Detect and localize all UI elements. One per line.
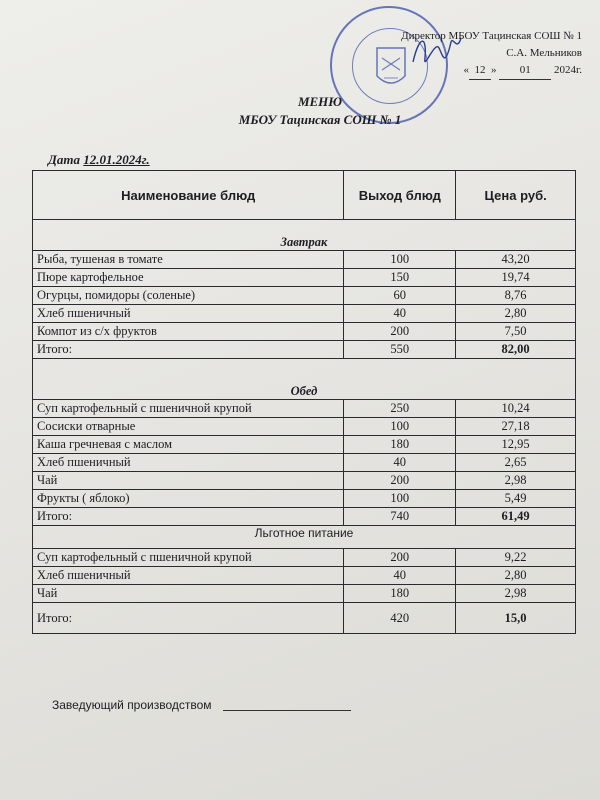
dish-name: Чай xyxy=(33,585,344,603)
dish-yield: 740 xyxy=(344,508,456,526)
dish-price: 2,98 xyxy=(456,585,576,603)
section-lunch xyxy=(33,359,576,400)
school-name: МБОУ Тацинская СОШ № 1 xyxy=(238,112,402,127)
approval-month: 01 xyxy=(499,62,551,80)
benefit-rows xyxy=(33,549,576,634)
approval-block xyxy=(342,28,582,80)
table-row xyxy=(33,251,576,269)
dish-price: 9,22 xyxy=(456,549,576,567)
dish-name: Итого: xyxy=(33,603,344,634)
dish-yield: 180 xyxy=(344,436,456,454)
dish-name: Суп картофельный с пшеничной крупой xyxy=(33,549,344,567)
table-row xyxy=(33,436,576,454)
approval-name: С.А. Мельников xyxy=(506,47,582,59)
approval-day: 12 xyxy=(469,62,491,80)
table-row xyxy=(33,400,576,418)
dish-price: 82,00 xyxy=(456,341,576,359)
table-row xyxy=(33,454,576,472)
dish-name: Хлеб пшеничный xyxy=(33,305,344,323)
dish-name: Рыба, тушеная в томате xyxy=(33,251,344,269)
approval-date: « 12 » 01 2024г. xyxy=(342,62,582,80)
dish-yield: 180 xyxy=(344,585,456,603)
dish-name: Компот из с/х фруктов xyxy=(33,323,344,341)
dish-yield: 200 xyxy=(344,549,456,567)
dish-name: Пюре картофельное xyxy=(33,269,344,287)
dish-name: Итого: xyxy=(33,341,344,359)
dish-name: Хлеб пшеничный xyxy=(33,567,344,585)
dish-name: Чай xyxy=(33,472,344,490)
dish-price: 8,76 xyxy=(456,287,576,305)
production-manager-signature xyxy=(52,698,351,712)
date-label: Дата xyxy=(48,152,80,167)
dish-price: 2,65 xyxy=(456,454,576,472)
date-value: 12.01.2024г. xyxy=(83,152,150,167)
dish-price: 43,20 xyxy=(456,251,576,269)
dish-price: 27,18 xyxy=(456,418,576,436)
header-dish-name: Наименование блюд xyxy=(33,171,344,220)
header-yield: Выход блюд xyxy=(344,171,456,220)
table-row xyxy=(33,490,576,508)
dish-name: Фрукты ( яблоко) xyxy=(33,490,344,508)
table-row xyxy=(33,305,576,323)
section-breakfast xyxy=(33,220,576,251)
total-row xyxy=(33,508,576,526)
table-row xyxy=(33,567,576,585)
dish-yield: 40 xyxy=(344,305,456,323)
dish-price: 61,49 xyxy=(456,508,576,526)
dish-name: Каша гречневая с маслом xyxy=(33,436,344,454)
dish-price: 10,24 xyxy=(456,400,576,418)
dish-yield: 60 xyxy=(344,287,456,305)
dish-price: 15,0 xyxy=(456,603,576,634)
dish-price: 7,50 xyxy=(456,323,576,341)
table-row xyxy=(33,585,576,603)
page-title: МЕНЮ xyxy=(297,94,343,109)
table-header-row xyxy=(33,171,576,220)
dish-price: 2,80 xyxy=(456,567,576,585)
dish-name: Хлеб пшеничный xyxy=(33,454,344,472)
dish-name: Огурцы, помидоры (соленые) xyxy=(33,287,344,305)
dish-price: 19,74 xyxy=(456,269,576,287)
breakfast-rows xyxy=(33,251,576,359)
menu-date xyxy=(48,152,150,168)
approval-position: Директор МБОУ Тацинская СОШ № 1 xyxy=(401,30,582,42)
dish-name: Суп картофельный с пшеничной крупой xyxy=(33,400,344,418)
table-row xyxy=(33,269,576,287)
signature-line xyxy=(223,710,351,711)
dish-yield: 150 xyxy=(344,269,456,287)
dish-price: 12,95 xyxy=(456,436,576,454)
total-row xyxy=(33,341,576,359)
section-title: Завтрак xyxy=(33,220,576,251)
section-title: Льготное питание xyxy=(33,526,576,549)
dish-yield: 100 xyxy=(344,251,456,269)
dish-yield: 40 xyxy=(344,567,456,585)
table-row xyxy=(33,418,576,436)
approval-year: 2024г. xyxy=(553,64,582,76)
dish-name: Итого: xyxy=(33,508,344,526)
section-title: Обед xyxy=(33,359,576,400)
dish-yield: 200 xyxy=(344,323,456,341)
dish-yield: 100 xyxy=(344,490,456,508)
dish-yield: 100 xyxy=(344,418,456,436)
dish-yield: 200 xyxy=(344,472,456,490)
dish-yield: 420 xyxy=(344,603,456,634)
menu-table xyxy=(32,170,576,634)
table-row xyxy=(33,472,576,490)
dish-yield: 250 xyxy=(344,400,456,418)
footer-label: Заведующий производством xyxy=(52,698,212,712)
dish-yield: 40 xyxy=(344,454,456,472)
dish-price: 2,98 xyxy=(456,472,576,490)
dish-yield: 550 xyxy=(344,341,456,359)
lunch-rows xyxy=(33,400,576,526)
dish-price: 5,49 xyxy=(456,490,576,508)
dish-price: 2,80 xyxy=(456,305,576,323)
table-row xyxy=(33,323,576,341)
total-row xyxy=(33,603,576,634)
table-row xyxy=(33,549,576,567)
table-row xyxy=(33,287,576,305)
dish-name: Сосиски отварные xyxy=(33,418,344,436)
header-price: Цена руб. xyxy=(456,171,576,220)
section-benefit xyxy=(33,526,576,549)
